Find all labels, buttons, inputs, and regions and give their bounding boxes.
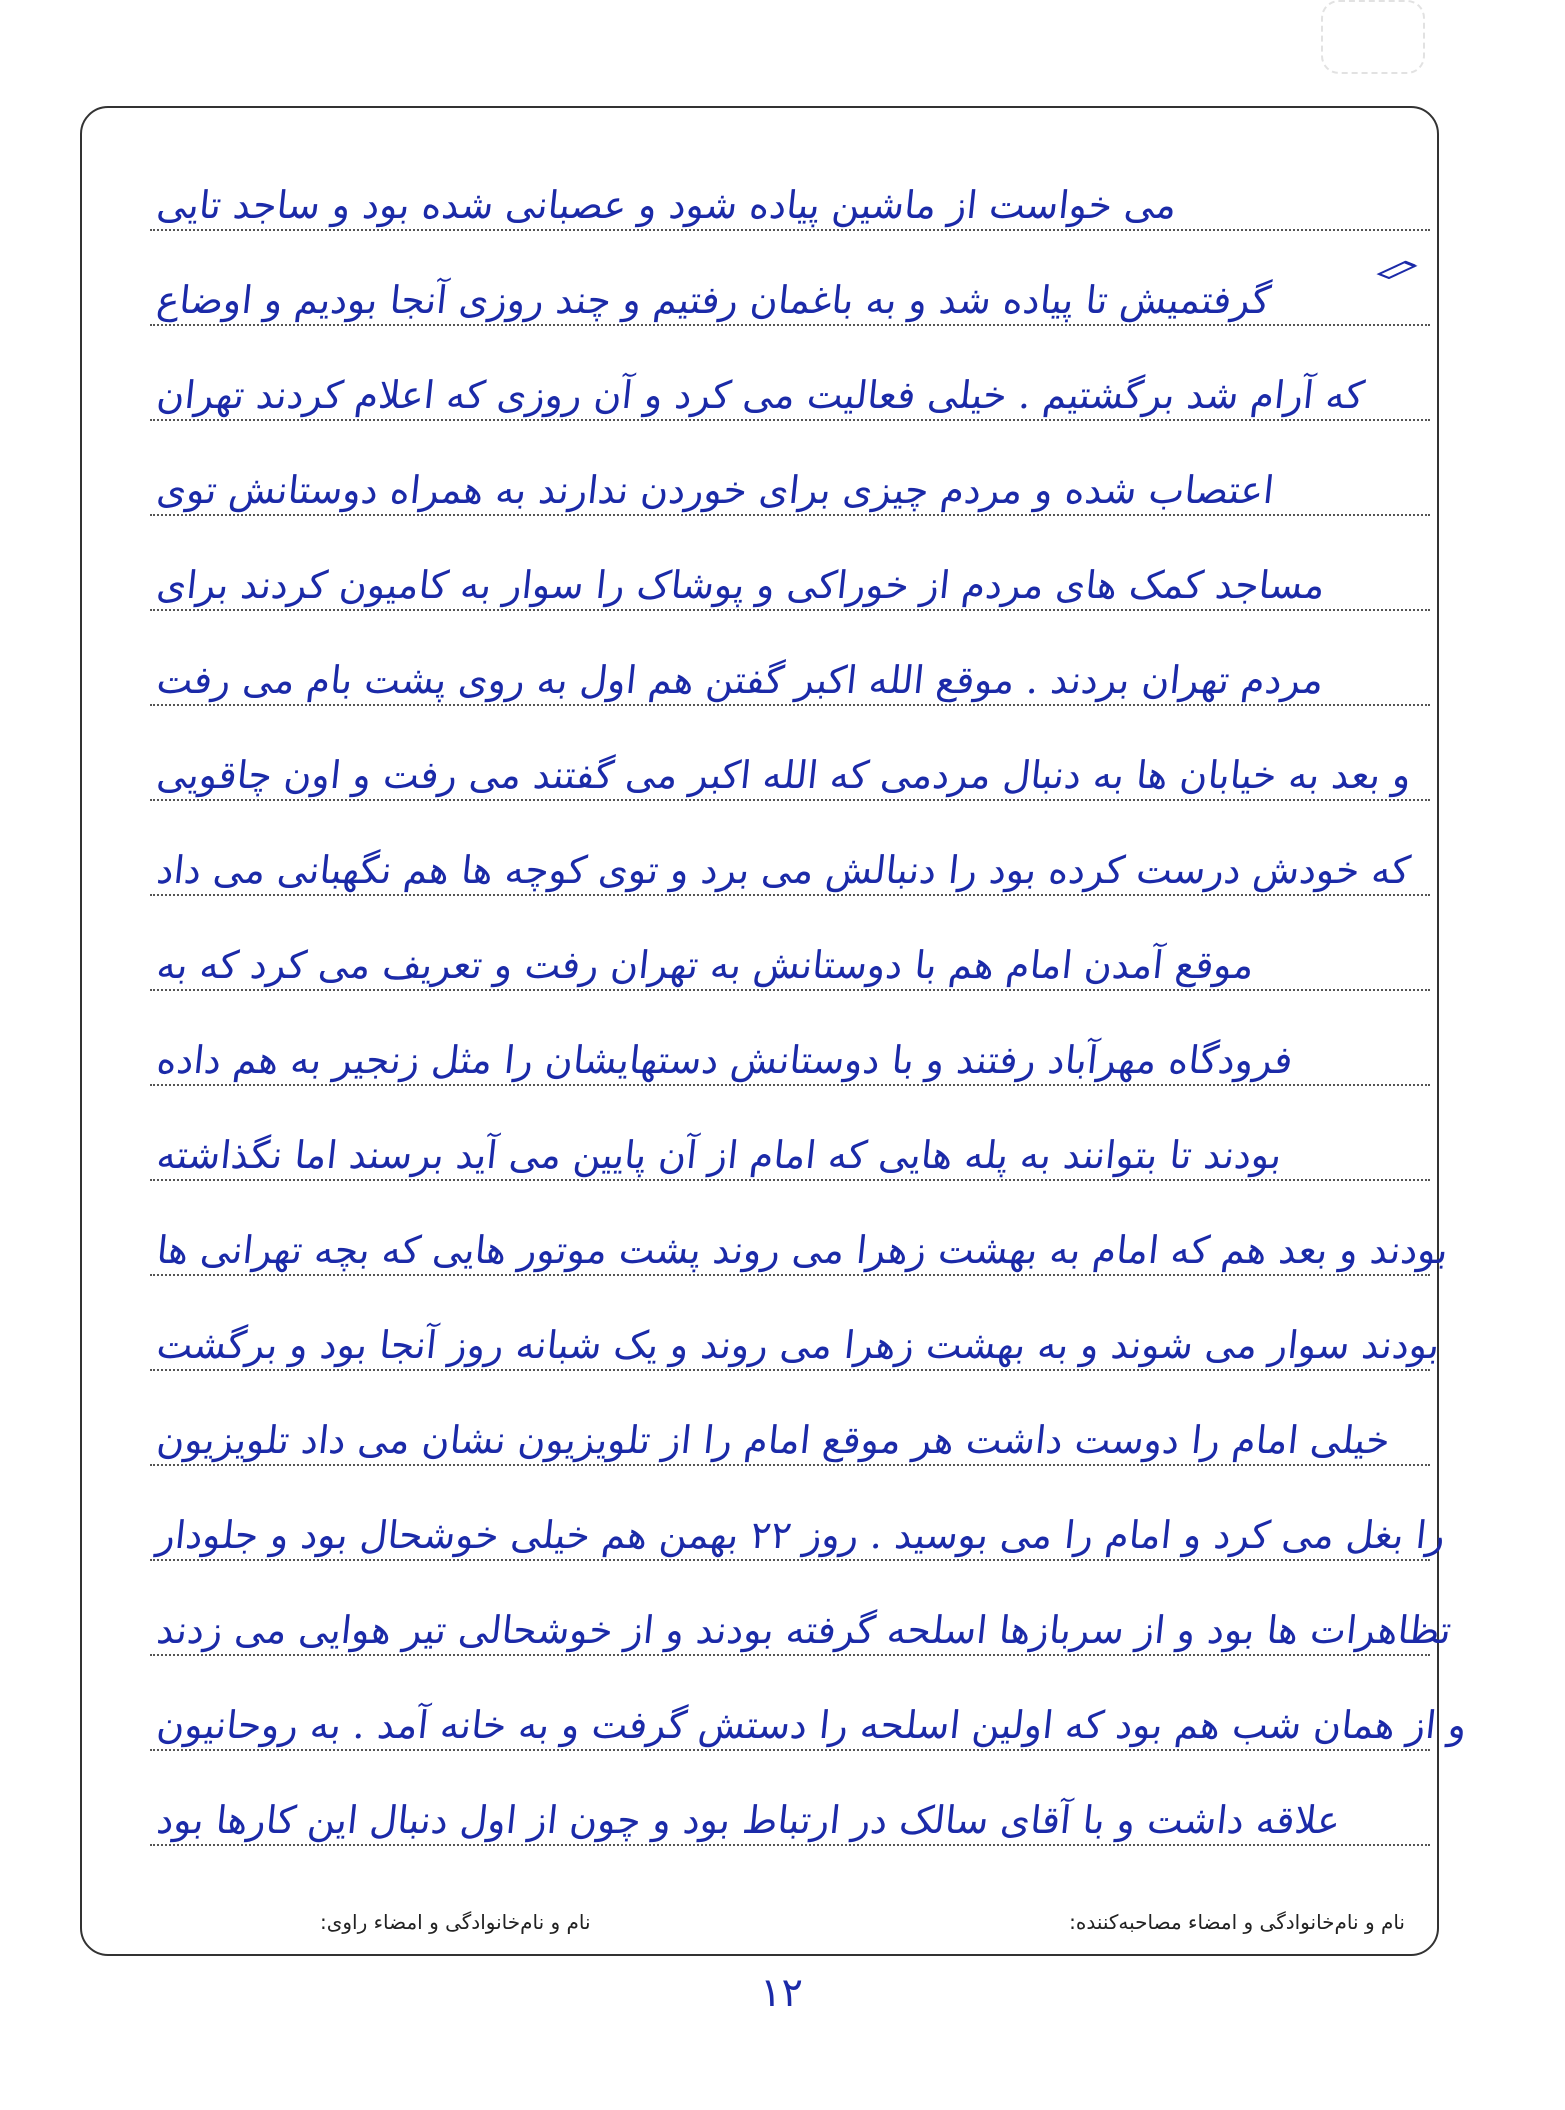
text-line (150, 1480, 1448, 1575)
line-text: مردم تهران بردند . موقع الله اکبر گفتن هم اول به روی پشت بام می رفت (154, 658, 1326, 702)
line-text: تظاهرات ها بود و از سربازها اسلحه گرفته بودند و از خوشحالی تیر هوایی می زدند (154, 1608, 1454, 1652)
line-text: خیلی امام را دوست داشت هر موقع امام را از تلویزیون نشان می داد تلویزیون (154, 1418, 1393, 1462)
text-line (150, 245, 1430, 340)
line-text: اعتصاب شده و مردم چیزی برای خوردن ندارند به همراه دوستانش توی (154, 468, 1277, 512)
line-text: علاقه داشت و با آقای سالک در ارتباط بود و چون از اول دنبال این کارها بود (154, 1798, 1343, 1842)
line-text: می خواست از ماشین پیاده شود و عصبانی شده بود و ساجد تایی (154, 183, 1179, 227)
text-line (150, 530, 1430, 625)
text-line (150, 1100, 1430, 1195)
line-text: که خودش درست کرده بود را دنبالش می برد و توی کوچه ها هم نگهبانی می داد (154, 848, 1413, 892)
line-text: و بعد به خیابان ها به دنبال مردمی که الله اکبر می گفتند می رفت و اون چاقویی (154, 753, 1414, 797)
text-line (150, 815, 1430, 910)
text-line (150, 1670, 1469, 1765)
text-line (150, 1005, 1430, 1100)
line-text: فرودگاه مهرآباد رفتند و با دوستانش دستهایشان را مثل زنجیر به هم داده (154, 1038, 1296, 1082)
line-text: بودند سوار می شوند و به بهشت زهرا می روند و یک شبانه روز آنجا بود و برگشت (154, 1323, 1442, 1367)
text-line (150, 340, 1430, 435)
line-text: که آرام شد برگشتیم . خیلی فعالیت می کرد و آن روزی که اعلام کردند تهران (154, 373, 1367, 417)
interviewer-signature-label: نام و نام‌خانوادگی و امضاء مصاحبه‌کننده: (1069, 1910, 1405, 1934)
line-text: گرفتمیش تا پیاده شد و به باغمان رفتیم و چند روزی آنجا بودیم و اوضاع (154, 278, 1273, 322)
faint-stamp-mark (1321, 0, 1425, 74)
text-line (150, 150, 1430, 245)
text-line (150, 910, 1430, 1005)
pen-icon (1375, 256, 1419, 280)
narrator-signature-label: نام و نام‌خانوادگی و امضاء راوی: (320, 1910, 591, 1934)
handwritten-lines (150, 150, 1469, 1860)
text-line (150, 625, 1430, 720)
line-text: موقع آمدن امام هم با دوستانش به تهران رفت و تعریف می کرد که به (154, 943, 1257, 987)
text-line (150, 1195, 1451, 1290)
line-text: بودند تا بتوانند به پله هایی که امام از آن پایین می آید برسند اما نگذاشته (154, 1133, 1284, 1177)
text-line (150, 720, 1430, 815)
text-line (150, 1290, 1442, 1385)
text-line (150, 1765, 1430, 1860)
text-line (150, 1575, 1454, 1670)
text-line (150, 435, 1430, 530)
line-text: و از همان شب هم بود که اولین اسلحه را دستش گرفت و به خانه آمد . به روحانیون (154, 1703, 1469, 1747)
line-text: بودند و بعد هم که امام به بهشت زهرا می روند پشت موتور هایی که بچه تهرانی ها (154, 1228, 1451, 1272)
text-line (150, 1385, 1430, 1480)
page-number: ١٢ (760, 1970, 803, 2016)
line-text: را بغل می کرد و امام را می بوسید . روز ۲۲ بهمن هم خیلی خوشحال بود و جلودار (154, 1513, 1448, 1557)
line-text: مساجد کمک های مردم از خوراکی و پوشاک را سوار به کامیون کردند برای (154, 563, 1328, 607)
